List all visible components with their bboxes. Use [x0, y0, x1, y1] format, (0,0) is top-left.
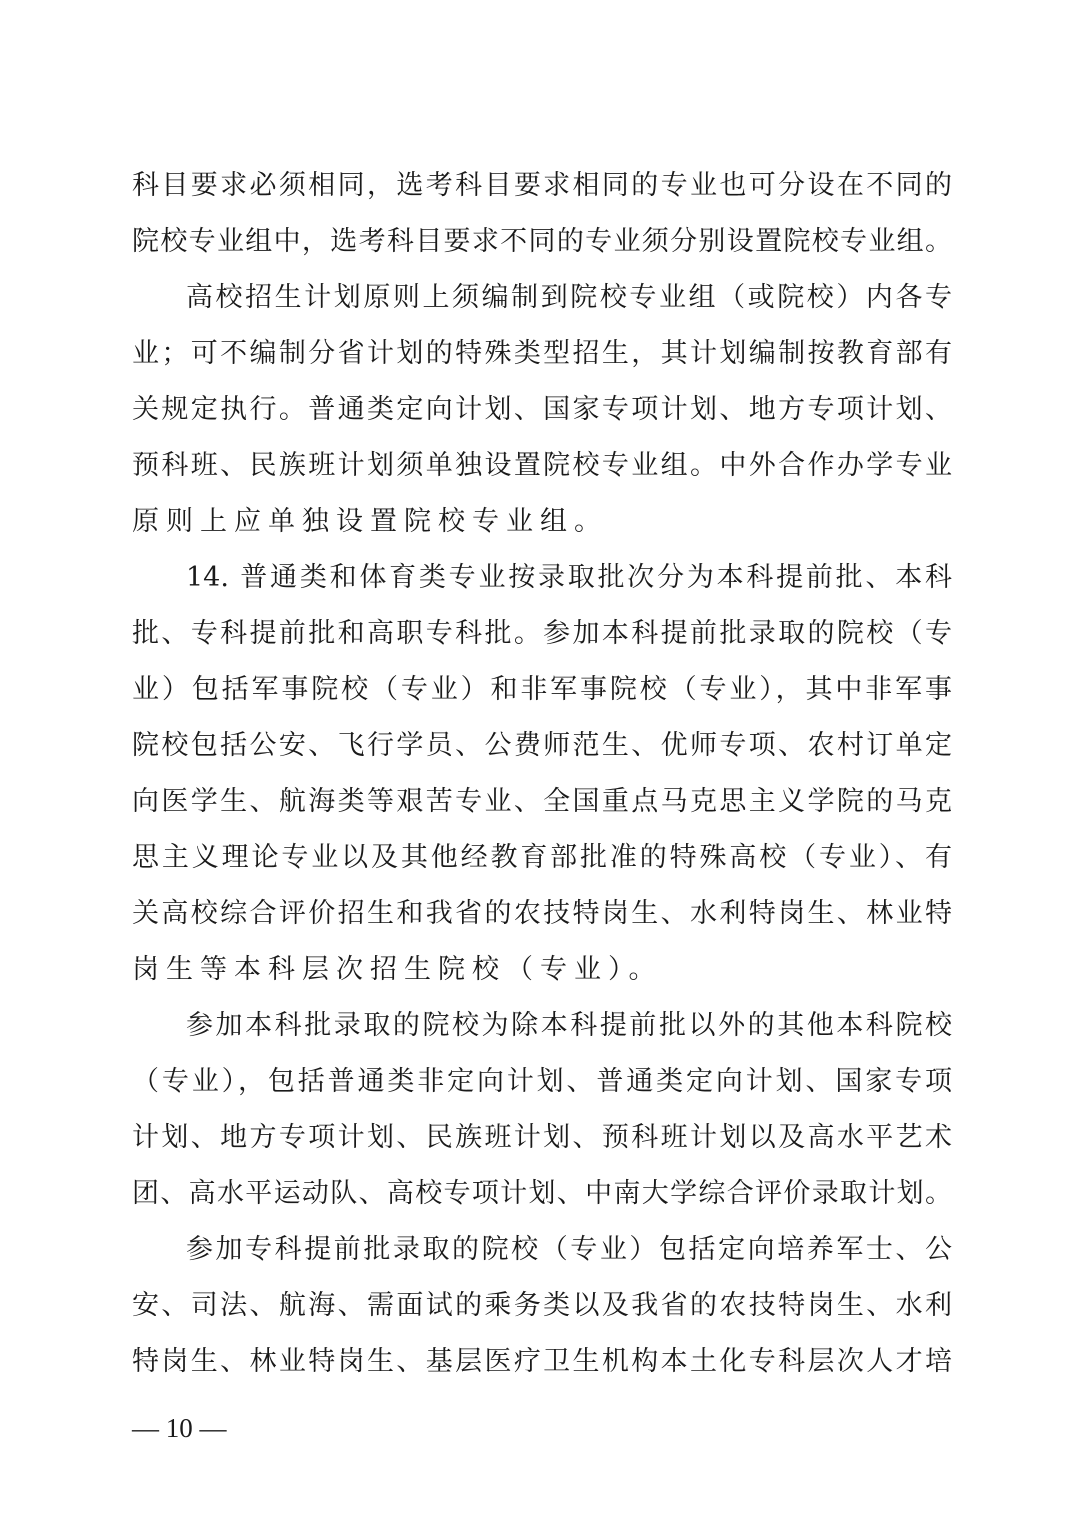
- text-line: 14. 普通类和体育类专业按录取批次分为本科提前批、本科: [186, 562, 952, 593]
- text-line: 高校招生计划原则上须编制到院校专业组（或院校）内各专: [186, 282, 952, 313]
- text-line: 参加专科提前批录取的院校（专业）包括定向培养军士、公: [186, 1234, 952, 1265]
- page-number: — 10 —: [132, 1413, 227, 1443]
- text-line: 参加本科批录取的院校为除本科提前批以外的其他本科院校: [186, 1010, 952, 1041]
- text-line: 向医学生、航海类等艰苦专业、全国重点马克思主义学院的马克: [132, 786, 952, 817]
- text-line: 院校包括公安、飞行学员、公费师范生、优师专项、农村订单定: [132, 730, 952, 761]
- text-line: 业；可不编制分省计划的特殊类型招生，其计划编制按教育部有: [132, 338, 952, 369]
- text-line: 特岗生、林业特岗生、基层医疗卫生机构本土化专科层次人才培: [132, 1346, 952, 1377]
- text-line: 关规定执行。普通类定向计划、国家专项计划、地方专项计划、: [132, 394, 952, 425]
- text-line: 预科班、民族班计划须单独设置院校专业组。中外合作办学专业: [132, 450, 952, 481]
- text-line: 原则上应单独设置院校专业组。: [132, 506, 608, 537]
- text-line: 岗生等本科层次招生院校（专业）。: [132, 954, 663, 985]
- text-line: 关高校综合评价招生和我省的农技特岗生、水利特岗生、林业特: [132, 898, 952, 929]
- text-line: 业）包括军事院校（专业）和非军事院校（专业），其中非军事: [132, 674, 952, 705]
- text-line: 批、专科提前批和高职专科批。参加本科提前批录取的院校（专: [132, 618, 952, 649]
- text-line: 安、司法、航海、需面试的乘务类以及我省的农技特岗生、水利: [132, 1290, 952, 1321]
- text-line: 院校专业组中，选考科目要求不同的专业须分别设置院校专业组。: [132, 226, 952, 257]
- text-line: 团、高水平运动队、高校专项计划、中南大学综合评价录取计划。: [132, 1178, 952, 1209]
- text-line: 计划、地方专项计划、民族班计划、预科班计划以及高水平艺术: [132, 1122, 952, 1153]
- text-line: 科目要求必须相同，选考科目要求相同的专业也可分设在不同的: [132, 170, 952, 201]
- text-line: 思主义理论专业以及其他经教育部批准的特殊高校（专业）、有: [132, 842, 952, 873]
- text-line: （专业），包括普通类非定向计划、普通类定向计划、国家专项: [132, 1066, 952, 1097]
